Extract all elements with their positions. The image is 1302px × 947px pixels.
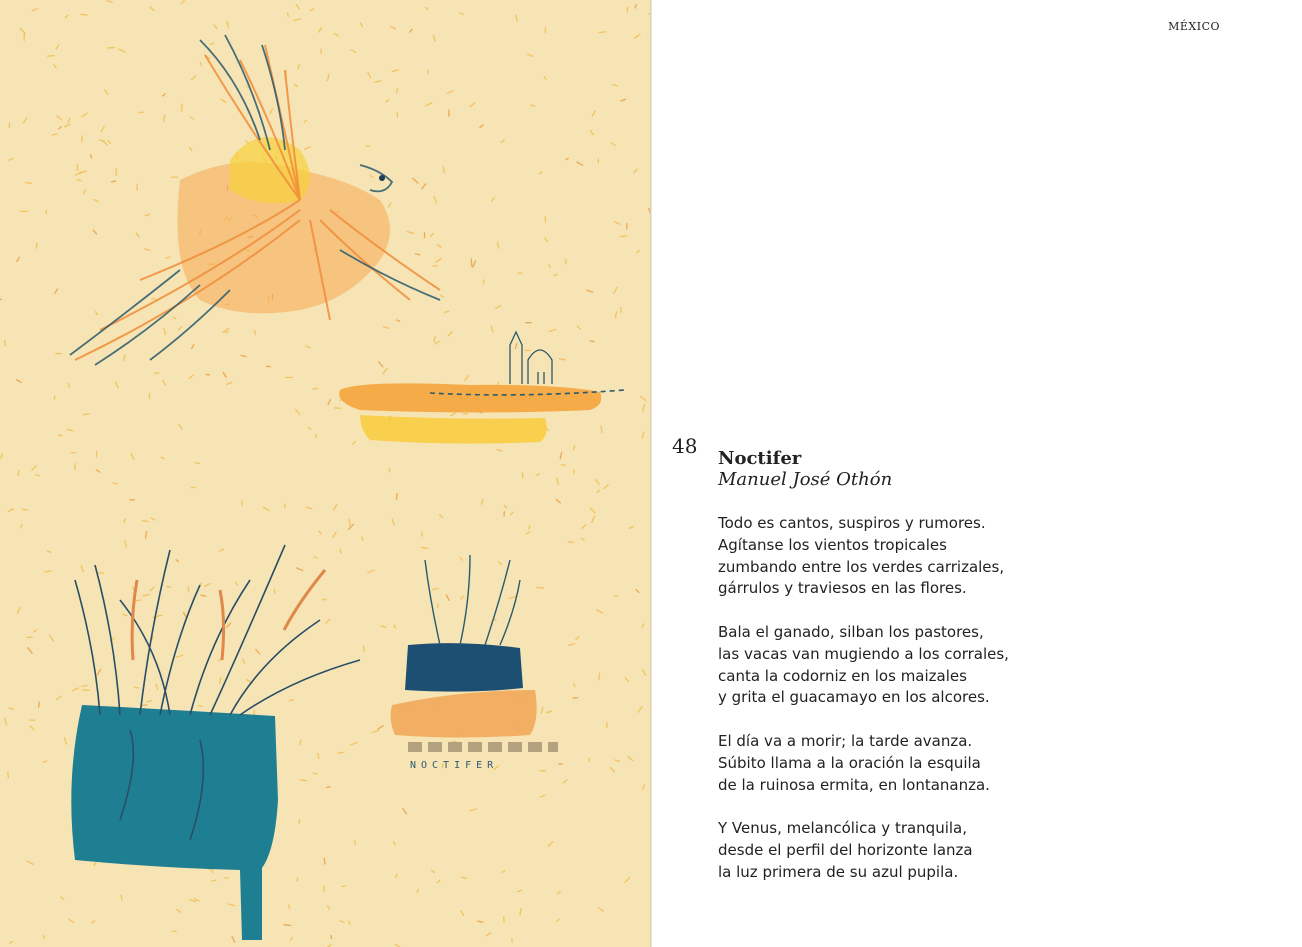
verse-line: canta la codorniz en los maizales	[718, 666, 967, 685]
verse-line: la luz primera de su azul pupila.	[718, 862, 959, 881]
verse-line: Agítanse los vientos tropicales	[718, 535, 947, 554]
poem-body	[718, 513, 1278, 905]
small-plants-illustration	[391, 555, 558, 771]
macaw-illustration	[70, 35, 440, 365]
illustration-page	[0, 0, 650, 947]
running-head: MÉXICO	[1168, 20, 1220, 33]
verse-line: de la ruinosa ermita, en lontananza.	[718, 775, 990, 794]
stanza	[718, 731, 1278, 796]
poem-number: 48	[672, 434, 698, 458]
verse-line: y grita el guacamayo en los alcores.	[718, 688, 990, 707]
poem-author: Manuel José Othón	[718, 469, 893, 490]
illustration-canvas	[0, 0, 650, 947]
chapel-landscape-illustration	[339, 332, 625, 444]
illustration-caption: NOCTIFER	[410, 760, 499, 771]
text-page	[652, 0, 1302, 947]
verse-line: Y Venus, melancólica y tranquila,	[718, 819, 968, 838]
verse-line: Bala el ganado, silban los pastores,	[718, 622, 984, 641]
verse-line: las vacas van mugiendo a los corrales,	[718, 644, 1009, 663]
stanza	[718, 622, 1278, 709]
stanza	[718, 818, 1278, 883]
poem-title: Noctifer	[718, 448, 802, 469]
verse-line: Todo es cantos, suspiros y rumores.	[718, 514, 986, 532]
verse-line: zumbando entre los verdes carrizales,	[718, 557, 1005, 576]
stanza	[718, 513, 1278, 600]
verse-line: gárrulos y traviesos en las flores.	[718, 579, 967, 598]
verse-line: desde el perfil del horizonte lanza	[718, 840, 973, 859]
verse-line: El día va a morir; la tarde avanza.	[718, 731, 973, 750]
verse-line: Súbito llama a la oración la esquila	[718, 753, 981, 772]
